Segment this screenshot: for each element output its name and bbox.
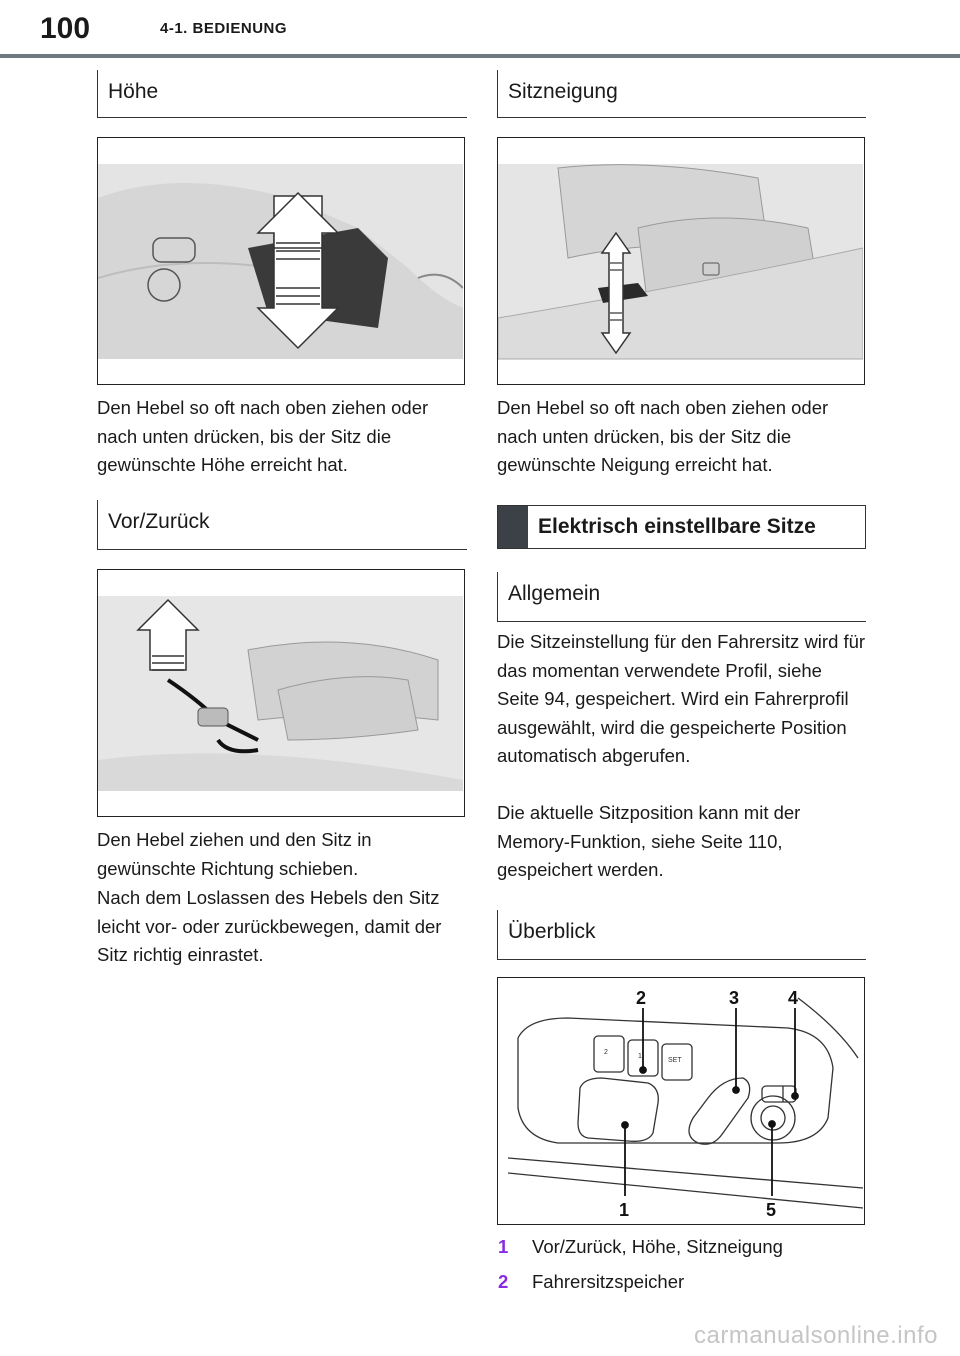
button-label-set: SET xyxy=(668,1057,682,1064)
subheading-ueberblick: Überblick xyxy=(497,910,866,960)
text-sitzneigung: Den Hebel so oft nach oben ziehen oder nach unten drücken, bis der Sitz die gewünschte Neigung erreicht hat. xyxy=(497,397,829,475)
subheading-allgemein: Allgemein xyxy=(497,572,866,622)
heading-block xyxy=(498,506,528,548)
legend-text: Vor/Zurück, Höhe, Sitzneigung xyxy=(532,1236,783,1257)
subheading-vor-zurueck: Vor/Zurück xyxy=(97,500,467,550)
callout-2: 2 xyxy=(636,988,647,1008)
legend-number: 1 xyxy=(498,1236,509,1257)
callout-5: 5 xyxy=(766,1200,777,1220)
section-heading-elektrisch xyxy=(497,505,866,549)
figure-seat-tilt-lever xyxy=(497,137,865,385)
legend-item-2 xyxy=(498,1271,684,1293)
figure-seat-fore-aft-lever xyxy=(97,569,465,817)
text-allgemein-1: Die Sitzeinstellung für den Fahrersitz wird für das momentan verwendete Profil, siehe Seite 94, gespeichert. Wird ein Fahrerprofil ausgewählt, wird die gespeicherte Position automatisch abgerufen. xyxy=(497,631,866,766)
text-vor-zurueck-2: Nach dem Loslassen des Hebels den Sitz leicht vor- oder zurückbewegen, damit der Sitz richtig einrastet. xyxy=(97,887,442,965)
heading-text: Elektrisch einstellbare Sitze xyxy=(538,515,816,538)
subheading-sitzneigung: Sitzneigung xyxy=(497,70,866,118)
button-label-2: 2 xyxy=(604,1049,608,1056)
text-allgemein-2: Die aktuelle Sitzposition kann mit der Memory-Funktion, siehe Seite 110, gespeichert werden. xyxy=(497,802,801,880)
page-number: 100 xyxy=(40,12,91,45)
legend-text: Fahrersitzspeicher xyxy=(532,1271,685,1292)
legend-item-1 xyxy=(498,1236,783,1258)
callout-3: 3 xyxy=(729,988,740,1008)
header-rule xyxy=(0,54,960,58)
callout-4: 4 xyxy=(788,988,799,1008)
text-hoehe: Den Hebel so oft nach oben ziehen oder nach unten drücken, bis der Sitz die gewünschte Höhe erreicht hat. xyxy=(97,397,429,475)
button-label-1: 1 xyxy=(638,1053,642,1060)
legend-number: 2 xyxy=(498,1271,509,1292)
callout-1: 1 xyxy=(619,1200,630,1220)
text-vor-zurueck-1: Den Hebel ziehen und den Sitz in gewünschte Richtung schieben. xyxy=(97,829,372,879)
section-header: 4-1. BEDIENUNG xyxy=(160,20,288,37)
subheading-hoehe: Höhe xyxy=(97,70,467,118)
watermark: carmanualsonline.info xyxy=(694,1322,938,1349)
figure-seat-controls-overview xyxy=(497,977,865,1225)
figure-seat-height-lever xyxy=(97,137,465,385)
